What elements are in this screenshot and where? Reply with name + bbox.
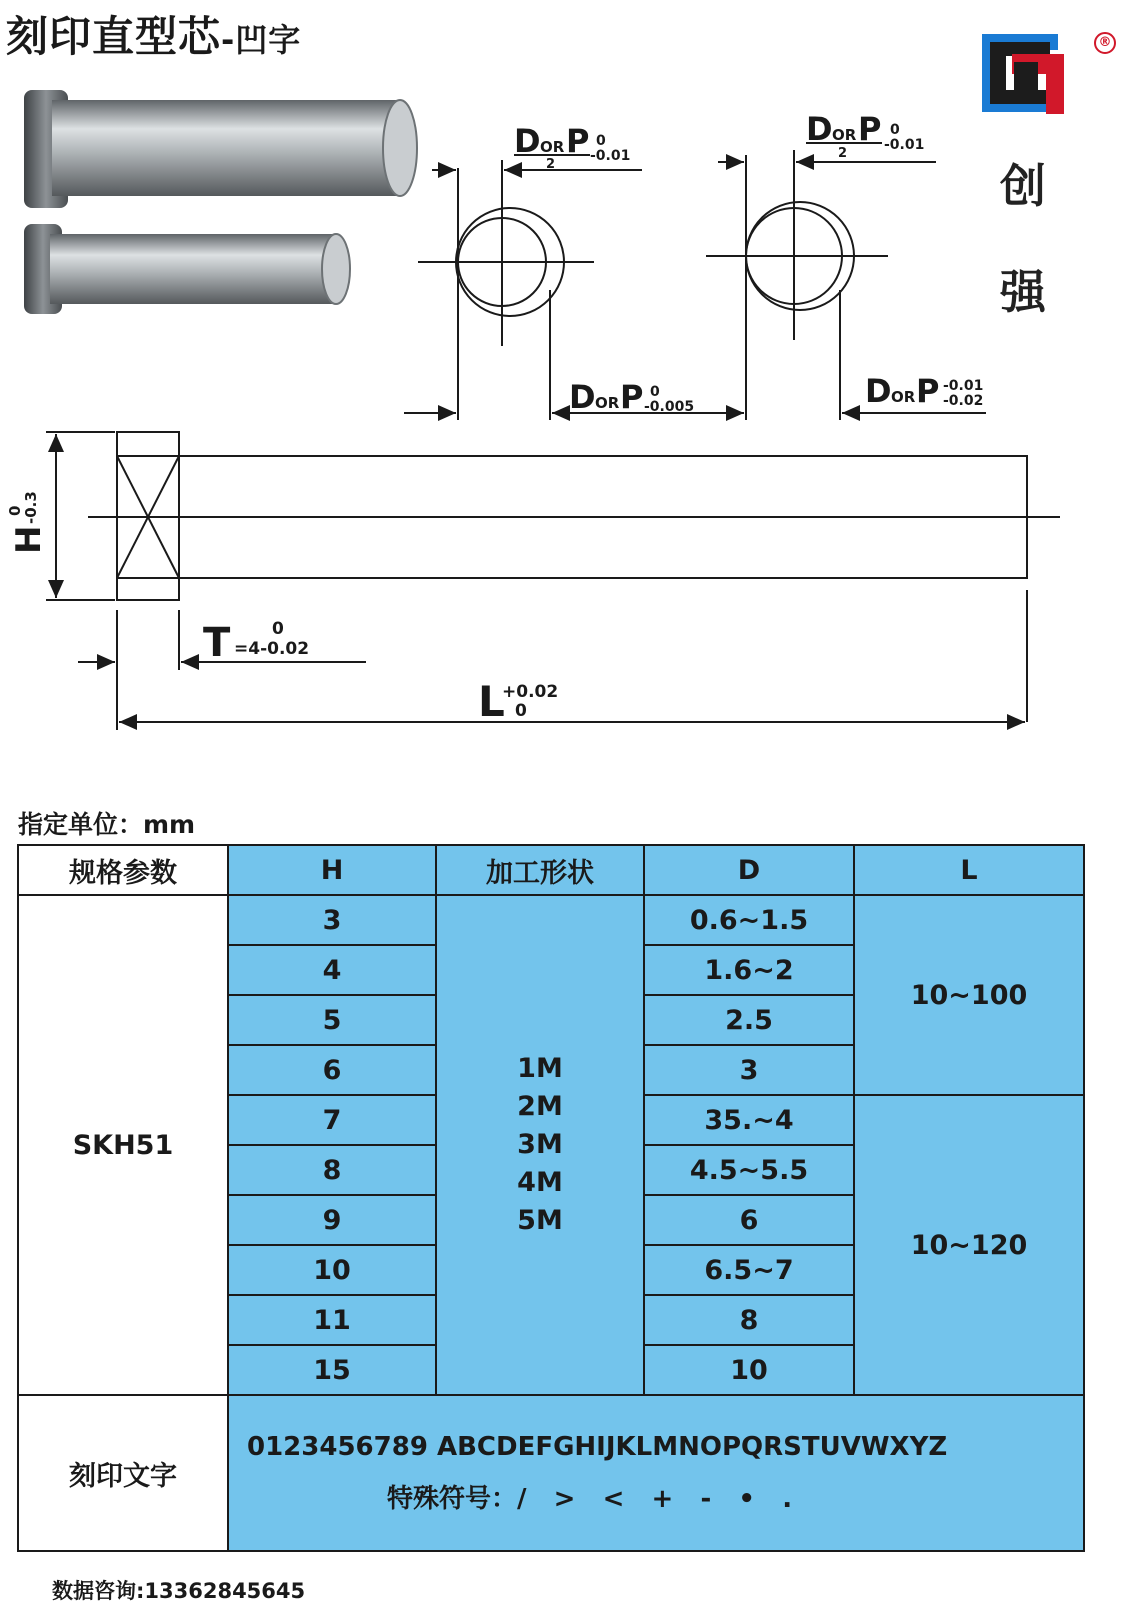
t-value: =4-0.02 bbox=[234, 639, 310, 659]
special-label: 特殊符号： bbox=[387, 1483, 518, 1514]
header-process-shape: 加工形状 bbox=[436, 845, 644, 895]
p-letter: P bbox=[620, 378, 644, 416]
engrave-chars: 0123456789 ABCDEFGHIJKLMNOPQRSTUVWXYZ bbox=[247, 1431, 948, 1462]
p-letter: P bbox=[566, 122, 590, 160]
d-cell: 4.5~5.5 bbox=[644, 1145, 854, 1195]
title-main: 刻印直型芯 bbox=[6, 12, 222, 61]
tol-upper: -0.01 bbox=[943, 378, 984, 394]
p-letter: P bbox=[916, 372, 940, 410]
h-cell: 10 bbox=[228, 1245, 436, 1295]
d-letter: D bbox=[806, 110, 833, 148]
spec-table bbox=[17, 844, 1085, 1552]
h-cell: 4 bbox=[228, 945, 436, 995]
or-text: OR bbox=[832, 126, 857, 144]
unit-label: 指定单位：mm bbox=[18, 810, 196, 839]
d-cell: 35.~4 bbox=[644, 1095, 854, 1145]
h-cell: 7 bbox=[228, 1095, 436, 1145]
h-cell: 3 bbox=[228, 895, 436, 945]
brand-char-1: 创 bbox=[1000, 159, 1046, 213]
tol-lower: -0.02 bbox=[943, 393, 984, 409]
process-shape-item: 3M bbox=[517, 1129, 563, 1160]
engrave-label: 刻印文字 bbox=[18, 1395, 228, 1551]
d-cell: 6 bbox=[644, 1195, 854, 1245]
header-l: L bbox=[854, 845, 1084, 895]
h-tol-upper: 0 bbox=[6, 505, 24, 516]
table-header-row bbox=[18, 845, 1084, 895]
header-spec-param: 规格参数 bbox=[18, 845, 228, 895]
engrave-content bbox=[228, 1395, 1084, 1551]
h-cell: 8 bbox=[228, 1145, 436, 1195]
or-text: OR bbox=[891, 388, 916, 406]
header-d: D bbox=[644, 845, 854, 895]
d-cell: 2.5 bbox=[644, 995, 854, 1045]
d-cell: 0.6~1.5 bbox=[644, 895, 854, 945]
material-cell: SKH51 bbox=[18, 895, 228, 1395]
l-dim-label bbox=[478, 677, 558, 726]
engrave-row bbox=[18, 1395, 1084, 1551]
h-cell: 15 bbox=[228, 1345, 436, 1395]
p-letter: P bbox=[858, 110, 882, 148]
process-shape-item: 5M bbox=[517, 1205, 563, 1236]
title-suffix: -凹字 bbox=[221, 21, 302, 59]
l-tol-upper: +0.02 bbox=[502, 682, 559, 702]
d-letter: D bbox=[569, 378, 596, 416]
t-tol-upper: 0 bbox=[272, 619, 284, 639]
l-range-cell: 10~120 bbox=[854, 1095, 1084, 1395]
d-letter: D bbox=[514, 122, 541, 160]
special-symbols-line bbox=[387, 1478, 1083, 1515]
h-letter: H bbox=[9, 525, 49, 554]
registered-mark: ® bbox=[1094, 32, 1116, 54]
l-tol-lower: 0 bbox=[515, 701, 527, 721]
l-letter: L bbox=[478, 677, 505, 726]
l-range-cell: 10~100 bbox=[854, 895, 1084, 1095]
dim-label-left-bottom bbox=[569, 378, 694, 416]
tol-lower: -0.01 bbox=[590, 148, 631, 164]
t-letter: T bbox=[203, 620, 231, 666]
h-tol-lower: -0.3 bbox=[22, 491, 40, 524]
denominator: 2 bbox=[838, 146, 848, 161]
t-dim-label bbox=[203, 619, 309, 666]
technical-drawing bbox=[0, 0, 1125, 780]
h-cell: 5 bbox=[228, 995, 436, 1045]
tol-upper: 0 bbox=[890, 122, 900, 138]
dim-label-right-top bbox=[806, 110, 924, 161]
header-h: H bbox=[228, 845, 436, 895]
d-cell: 6.5~7 bbox=[644, 1245, 854, 1295]
tol-lower: -0.005 bbox=[644, 399, 695, 415]
d-cell: 3 bbox=[644, 1045, 854, 1095]
process-shape-item: 4M bbox=[517, 1167, 563, 1198]
contact-info: 数据咨询:13362845645 bbox=[52, 1579, 306, 1603]
or-text: OR bbox=[595, 394, 620, 412]
h-cell: 9 bbox=[228, 1195, 436, 1245]
d-cell: 1.6~2 bbox=[644, 945, 854, 995]
table-row bbox=[18, 895, 1084, 945]
d-letter: D bbox=[865, 372, 892, 410]
circle-view-left bbox=[404, 160, 690, 420]
h-dim-label bbox=[6, 491, 49, 554]
d-cell: 10 bbox=[644, 1345, 854, 1395]
brand-char-2: 强 bbox=[1000, 265, 1046, 319]
d-cell: 8 bbox=[644, 1295, 854, 1345]
special-symbols: / > < + - • . bbox=[517, 1483, 793, 1514]
process-shape-item: 1M bbox=[517, 1053, 563, 1084]
h-cell: 11 bbox=[228, 1295, 436, 1345]
or-text: OR bbox=[540, 138, 565, 156]
process-shape-cell bbox=[436, 895, 644, 1395]
dim-label-left-top bbox=[514, 122, 630, 172]
circle-view-right bbox=[690, 150, 986, 420]
process-shape-item: 2M bbox=[517, 1091, 563, 1122]
dim-label-right-bottom bbox=[865, 372, 983, 410]
h-cell: 6 bbox=[228, 1045, 436, 1095]
tol-upper: 0 bbox=[650, 384, 660, 400]
tol-upper: 0 bbox=[596, 133, 606, 149]
tol-lower: -0.01 bbox=[884, 137, 925, 153]
denominator: 2 bbox=[546, 157, 556, 172]
